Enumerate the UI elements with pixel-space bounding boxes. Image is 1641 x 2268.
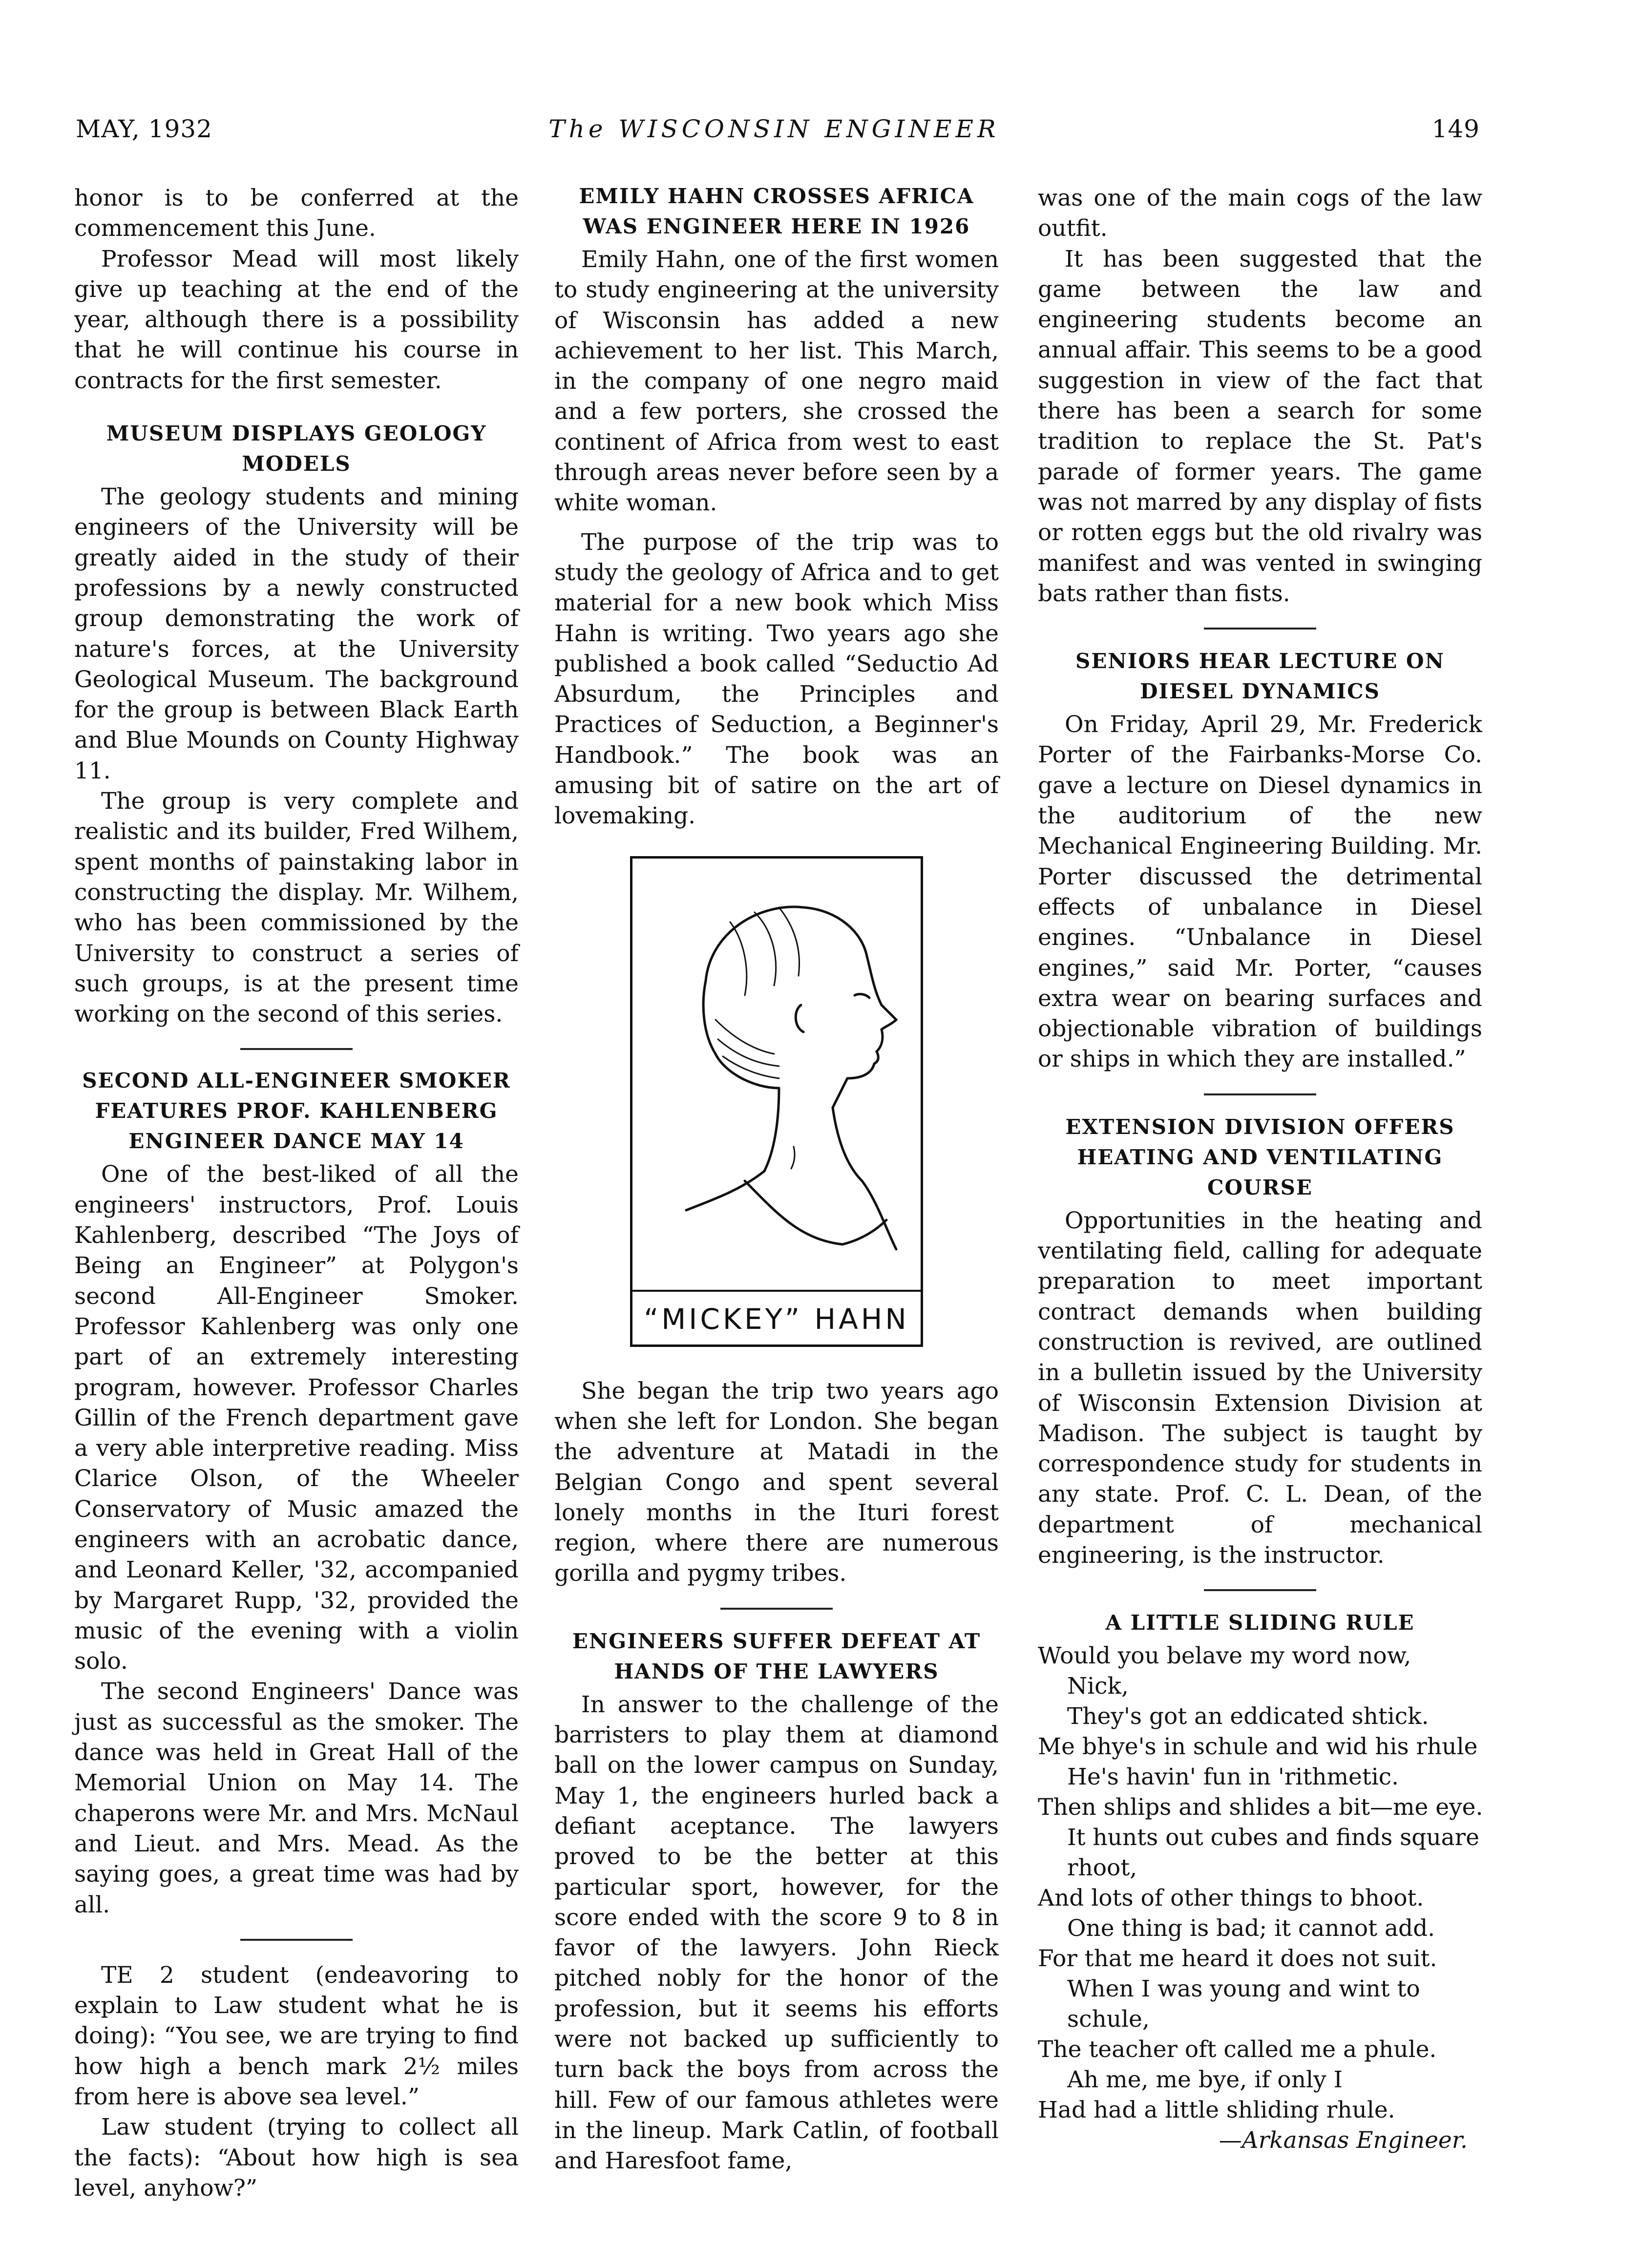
article-heading: SECOND ALL-ENGINEER SMOKER FEATURES PROF. KAHLENBERG ENGINEER DANCE MAY 14 (82, 1069, 511, 1154)
poem-line: One thing is bad; it cannot add. (1067, 1915, 1435, 1942)
joke-paragraph: TE 2 student (endeavoring to explain to Law student what he is doing): “You see, we are trying to find how high a bench mark 2½ miles from here is above sea level.” (74, 1961, 519, 2111)
poem-line: And lots of other things to bhoot. (1038, 1885, 1424, 1912)
poem-line: Then shlips and shlides a bit—me eye. (1038, 1794, 1483, 1821)
section-divider (240, 1048, 353, 1050)
poem (1038, 1641, 1482, 2156)
article-paragraph: honor is to be conferred at the commencement this June. (74, 185, 519, 242)
column-middle (554, 183, 999, 2176)
article-paragraph: The group is very complete and realistic and its builder, Fred Wilhem, spent months of painstaking labor in constructing the display. Mr. Wilhem, who has been commissioned by the University to construct a series of such groups, is at the present time working on the second of this series. (74, 788, 519, 1028)
poem-line: For that me heard it does not suit. (1038, 1945, 1437, 1973)
poem-line: He's havin' fun in 'rithmetic. (1067, 1764, 1399, 1791)
poem-line: Nick, (1067, 1673, 1129, 1700)
section-divider (720, 1608, 833, 1610)
article-paragraph: The purpose of the trip was to study the geology of Africa and to get material for a new book which Miss Hahn is writing. Two years ago she published a book called “Seductio Ad Absurdum, the Principles and Practices of Seduction, a Beginner's Handbook.” The book was an amusing bit of satire on the art of lovemaking. (554, 528, 999, 830)
article-heading: EMILY HAHN CROSSES AFRICA WAS ENGINEER HERE IN 1926 (579, 184, 974, 238)
article-paragraph: Professor Mead will most likely give up teaching at the end of the year, although there is a possibility that he will continue his course in contracts for the first semester. (74, 245, 519, 394)
poem-line: Would you belave my word now, (1038, 1642, 1411, 1670)
article-paragraph: The geology students and mining engineers of the University will be greatly aided in the study of their professions by a newly constructed group demonstrating the work of nature's forces, at the University Geological Museum. The background for the group is between Black Earth and Blue Mounds on County Highway 11. (74, 483, 519, 784)
magazine-title: The WISCONSIN ENGINEER (548, 115, 1000, 143)
poem-line: Ah me, me bye, if only I (1067, 2066, 1343, 2094)
poem-line: The teacher oft called me a phule. (1038, 2036, 1437, 2063)
page-number: 149 (1431, 115, 1480, 143)
issue-date: MAY, 1932 (76, 115, 212, 143)
section-divider (1204, 628, 1316, 630)
article-paragraph: Emily Hahn, one of the first women to study engineering at the university of Wisconsin has added a new achievement to her list. This March, in the company of one negro maid and a few porters, she crossed the continent of Africa from west to east through areas never before seen by a white woman. (554, 246, 999, 517)
article-paragraph: The second Engineers' Dance was just as successful as the smoker. The dance was held in Great Hall of the Memorial Union on May 14. The chaperons were Mr. and Mrs. McNaul and Lieut. and Mrs. Mead. As the saying goes, a great time was had by all. (74, 1678, 519, 1918)
article-paragraph: She began the trip two years ago when she left for London. She began the adventure at Matadi in the Belgian Congo and spent several lonely months in the Ituri forest region, where there are numerous gorilla and pygmy tribes. (554, 1377, 999, 1587)
article-heading: SENIORS HEAR LECTURE ON DIESEL DYNAMICS (1075, 649, 1445, 704)
article-heading: EXTENSION DIVISION OFFERS HEATING AND VENTILATING COURSE (1065, 1114, 1455, 1199)
woman-profile-drawing (632, 859, 921, 1344)
poem-line: When I was young and wint to (1067, 1975, 1420, 2003)
poem-line: rhoot, (1067, 1854, 1137, 1882)
column-left (74, 183, 519, 2204)
poem-title: A LITTLE SLIDING RULE (1105, 1611, 1415, 1635)
section-divider (1204, 1093, 1316, 1095)
article-heading: ENGINEERS SUFFER DEFEAT AT HANDS OF THE LAWYERS (572, 1629, 981, 1683)
article-paragraph: One of the best-liked of all the engineers' instructors, Prof. Louis Kahlenberg, described “The Joys of Being an Engineer” at Polygon's second All-Engineer Smoker. Professor Kahlenberg was only one part of an extremely interesting program, however. Professor Charles Gillin of the French department gave a very able interpretive reading. Miss Clarice Olson, of the Wheeler Conservatory of Music amazed the engineers with an acrobatic dance, and Leonard Keller, '32, accompanied by Margaret Rupp, '32, provided the music of the evening with a violin solo. (74, 1161, 519, 1675)
poem-attribution: —Arkansas Engineer. (1219, 2127, 1468, 2154)
article-paragraph: was one of the main cogs of the law outfit. (1038, 185, 1482, 242)
article-paragraph: Opportunities in the heating and ventilating field, calling for adequate preparation to meet important contract demands when building construction is revived, are outlined in a bulletin issued by the University of Wisconsin Extension Division at Madison. The subject is taught by correspondence study for students in any state. Prof. C. L. Dean, of the department of mechanical engineering, is the instructor. (1038, 1207, 1482, 1569)
joke-paragraph: Law student (trying to collect all the facts): “About how high is sea level, anyhow?” (74, 2114, 519, 2202)
poem-line: It hunts out cubes and finds square (1067, 1824, 1479, 1851)
portrait-illustration (630, 856, 923, 1347)
column-right (1038, 183, 1482, 2156)
poem-line: Had had a little shliding rhule. (1038, 2097, 1395, 2124)
portrait-caption: “MICKEY” HAHN (644, 1302, 909, 1336)
caption-divider (632, 1290, 921, 1292)
poem-line: Me bhye's in schule and wid his rhule (1038, 1733, 1478, 1761)
article-paragraph: It has been suggested that the game between the law and engineering students become an annual affair. This seems to be a good suggestion in view of the fact that there has been a search for some tradition to replace the St. Pat's parade of former years. The game was not marred by any display of fists or rotten eggs but the old rivalry was manifest and was vented in swinging bats rather than fists. (1038, 245, 1482, 607)
article-paragraph: In answer to the challenge of the barristers to play them at diamond ball on the lower campus on Sunday, May 1, the engineers hurled back a defiant aceptance. The lawyers proved to be the better at this particular sport, however, for the score ended with the score 9 to 8 in favor of the lawyers. John Rieck pitched nobly for the honor of the profession, but it seems his efforts were not backed up sufficiently to turn back the boys from across the hill. Few of our famous athletes were in the lineup. Mark Catlin, of football and Haresfoot fame, (554, 1691, 999, 2175)
article-heading: MUSEUM DISPLAYS GEOLOGY MODELS (106, 421, 487, 476)
poem-line: They's got an eddicated shtick. (1067, 1703, 1429, 1730)
poem-line: schule, (1067, 2006, 1150, 2033)
section-divider (240, 1939, 353, 1941)
section-divider (1204, 1589, 1316, 1591)
article-paragraph: On Friday, April 29, Mr. Frederick Porter of the Fairbanks-Morse Co. gave a lecture on Diesel dynamics in the auditorium of the new Mechanical Engineering Building. Mr. Porter discussed the detrimental effects of unbalance in Diesel engines. “Unbalance in Diesel engines,” said Mr. Porter, “causes extra wear on bearing surfaces and objectionable vibration of buildings or ships in which they are installed.” (1038, 711, 1482, 1073)
